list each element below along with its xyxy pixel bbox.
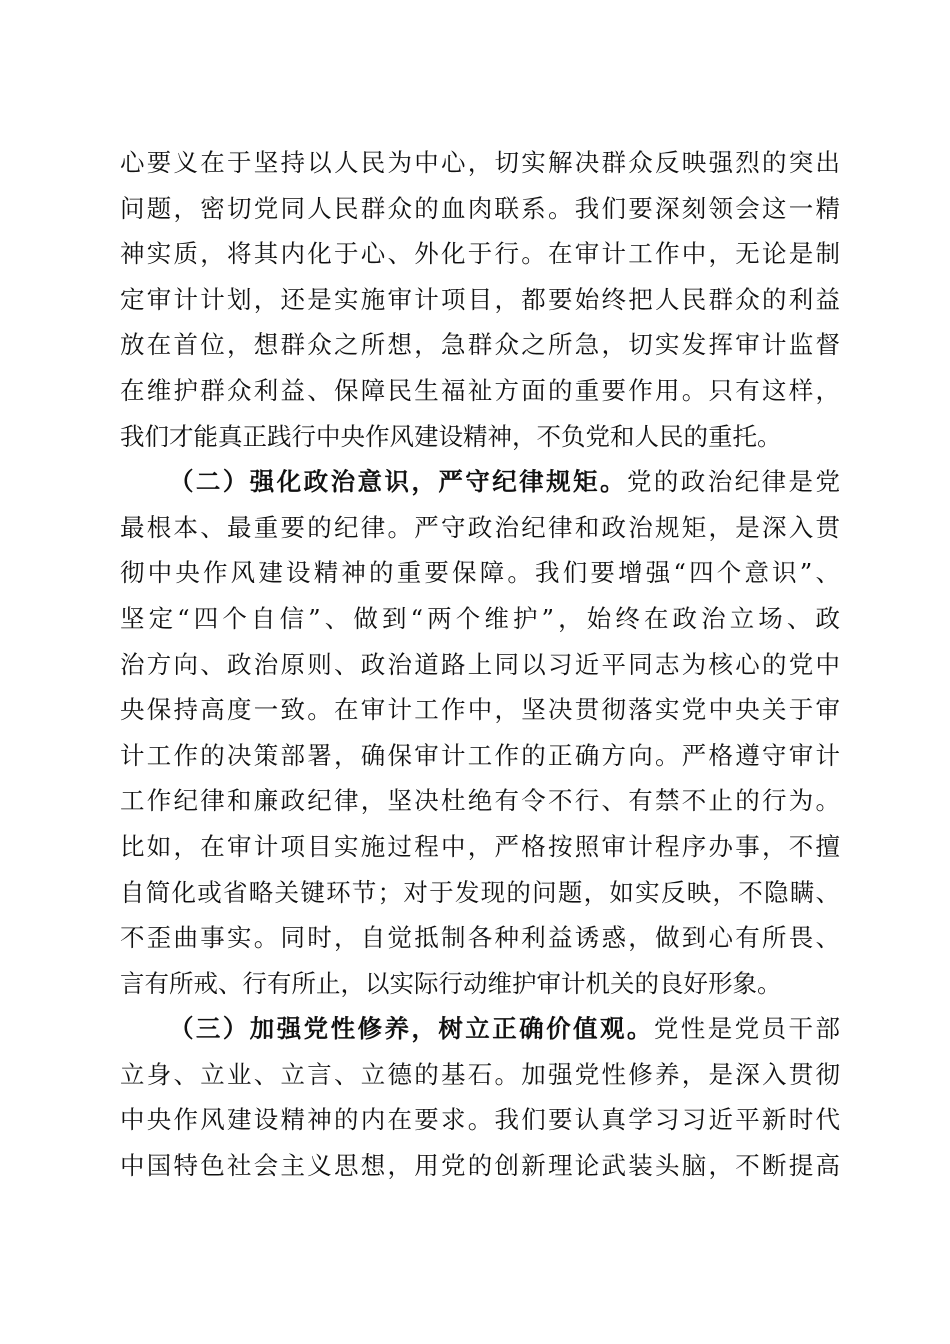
text-line: 言有所戒、行有所止，以实际行动维护审计机关的良好形象。 (120, 968, 782, 998)
text-line: 彻中央作风建设精神的重要保障。我们要增强“四个意识”、 (120, 558, 840, 588)
text-line: 在维护群众利益、保障民生福祉方面的重要作用。只有这样， (120, 375, 840, 405)
section-heading: （三）加强党性修养，树立正确价值观。 (169, 1014, 654, 1044)
text-line: 比如，在审计项目实施过程中，严格按照审计程序办事，不擅 (120, 831, 840, 861)
text-line: 我们才能真正践行中央作风建设精神，不负党和人民的重托。 (120, 421, 782, 451)
section-heading: （二）强化政治意识，严守纪律规矩。 (169, 467, 627, 497)
text-line: 定审计计划，还是实施审计项目，都要始终把人民群众的利益 (120, 284, 840, 314)
text-line: 自简化或省略关键环节；对于发现的问题，如实反映，不隐瞒、 (120, 877, 840, 907)
text-line: 神实质，将其内化于心、外化于行。在审计工作中，无论是制 (120, 239, 840, 269)
text-line: 中央作风建设精神的内在要求。我们要认真学习习近平新时代 (120, 1105, 840, 1135)
text-line: 工作纪律和廉政纪律，坚决杜绝有令不行、有禁不止的行为。 (120, 786, 840, 816)
text-line: 央保持高度一致。在审计工作中，坚决贯彻落实党中央关于审 (120, 695, 840, 725)
section-heading-line (120, 1006, 840, 1052)
text-line: 问题，密切党同人民群众的血肉联系。我们要深刻领会这一精 (120, 193, 840, 223)
text-line: 放在首位，想群众之所想，急群众之所急，切实发挥审计监督 (120, 330, 840, 360)
text-line: 立身、立业、立言、立德的基石。加强党性修养，是深入贯彻 (120, 1059, 840, 1089)
text-line: 计工作的决策部署，确保审计工作的正确方向。严格遵守审计 (120, 740, 840, 770)
text-line: 不歪曲事实。同时，自觉抵制各种利益诱惑，做到心有所畏、 (120, 923, 840, 953)
text-line: 中国特色社会主义思想，用党的创新理论武装头脑，不断提高 (120, 1151, 840, 1181)
text-line: 心要义在于坚持以人民为中心，切实解决群众反映强烈的突出 (120, 148, 840, 177)
text-line: 最根本、最重要的纪律。严守政治纪律和政治规矩，是深入贯 (120, 512, 840, 542)
text-line: 坚定“四个自信”、做到“两个维护”，始终在政治立场、政 (120, 603, 840, 633)
document-body (120, 140, 840, 1189)
text-line: 治方向、政治原则、政治道路上同以习近平同志为核心的党中 (120, 649, 840, 679)
section-heading-tail: 党的政治纪律是党 (626, 467, 840, 497)
section-heading-tail: 党性是党员干部 (653, 1014, 840, 1044)
section-heading-line (120, 459, 840, 505)
